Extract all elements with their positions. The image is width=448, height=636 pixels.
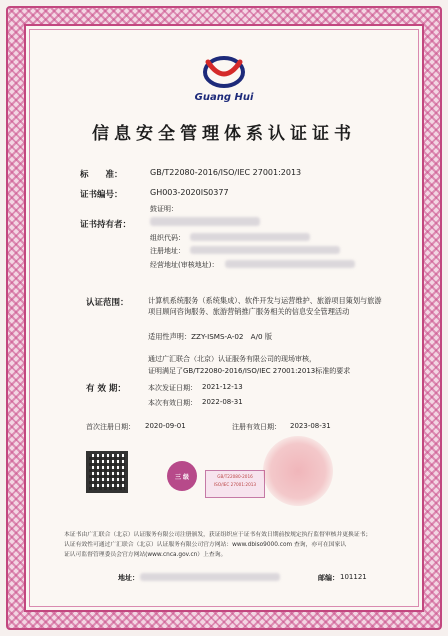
address-label: 地址： — [118, 574, 139, 582]
certificate-panel — [24, 24, 424, 612]
reg-addr-label: 注册地址： — [150, 247, 185, 255]
cert-no-label: 证书编号： — [80, 190, 123, 200]
badge-line-2: ISO/IEC 27001:2013 — [213, 482, 257, 487]
expire-date-value: 2022-08-31 — [202, 398, 243, 406]
brand-name: Guang Hui — [194, 92, 254, 103]
standard-label: 标 准： — [80, 170, 123, 180]
footer-line-1: 本证书由广汇联合（北京）认证服务有限公司注册颁发，获证组织应于证书有效日期前按规定执行监督审核并更换证书； — [64, 532, 372, 538]
footer-line-3: 证认可监督管理委员会官方网站(www.cnca.gov.cn）上查询。 — [64, 552, 227, 558]
first-reg-label: 首次注册日期： — [86, 423, 135, 431]
op-addr-redacted — [225, 260, 355, 268]
reg-addr-redacted — [190, 246, 340, 254]
op-addr-label: 经营地址(审核地址)： — [150, 261, 219, 269]
standard-value: GB/T22080-2016/ISO/IEC 27001:2013 — [150, 168, 302, 177]
qr-code — [86, 451, 128, 493]
standard-badge — [205, 470, 265, 498]
reg-expire-value: 2023-08-31 — [290, 422, 331, 430]
issue-date-label: 本次发证日期： — [148, 384, 197, 392]
scope-text: 计算机系统服务（系统集成）、软件开发与运营维护、旅游项目策划与旅游项目顾问咨询服务、旅游营销推广服务相关的信息安全管理活动 — [148, 296, 382, 316]
accreditation-mark-text: 三 级 — [174, 473, 190, 481]
audit-line-1: 通过广汇联合（北京）认证服务有限公司的现场审核， — [148, 355, 316, 363]
audit-line-2: 证明满足了GB/T22080-2016/ISO/IEC 27001:2013标准的要求 — [148, 367, 351, 375]
accreditation-mark-icon — [167, 461, 197, 491]
first-reg-value: 2020-09-01 — [145, 422, 186, 430]
postcode-label: 邮编： — [318, 574, 339, 582]
issue-date-value: 2021-12-13 — [202, 383, 243, 391]
reg-expire-label: 注册有效日期： — [232, 423, 281, 431]
holder-label: 证书持有者： — [80, 220, 132, 230]
revision-label: 鼓证明： — [150, 205, 178, 213]
soa-text: 适用性声明：ZZY-ISMS-A-02 A/0 版 — [148, 332, 273, 341]
validity-label: 有 效 期： — [86, 384, 126, 394]
guanghui-logo-icon — [196, 52, 252, 92]
org-code-redacted — [190, 233, 310, 241]
expire-date-label: 本次有效日期： — [148, 399, 197, 407]
cert-no-value: GH003-2020IS0377 — [150, 188, 229, 197]
org-code-label: 组织代码： — [150, 234, 185, 242]
scope-label: 认证范围： — [86, 298, 129, 308]
holder-name-redacted — [150, 217, 260, 226]
certificate-title: 信息安全管理体系认证证书 — [92, 124, 356, 144]
postcode-value: 101121 — [340, 573, 367, 581]
footer-line-2: 认证有效性可通过广汇联合（北京）认证服务有限公司官方网站：www.dbiso9000.com 查询，亦可在国家认 — [64, 542, 347, 548]
company-seal-stamp — [263, 436, 333, 506]
badge-line-1: GB/T22080-2016 — [217, 474, 253, 479]
address-redacted — [140, 573, 280, 581]
